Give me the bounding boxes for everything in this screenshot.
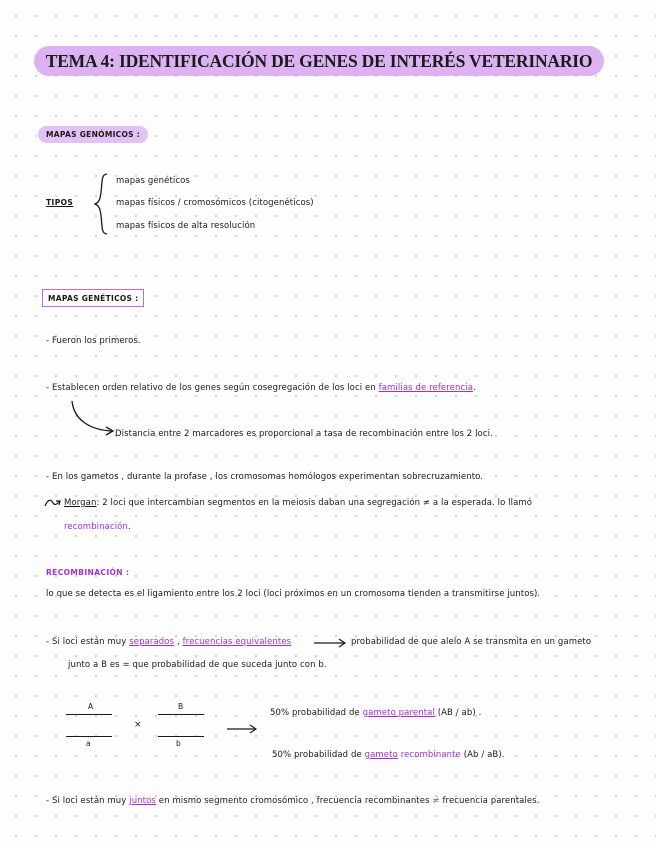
comma: , bbox=[176, 637, 180, 647]
highlight-separados: separados bbox=[129, 637, 175, 647]
allele-a: a bbox=[86, 739, 91, 748]
morgan-end: . bbox=[127, 522, 131, 532]
recombinacion-definition: lo que se detecta es el ligamiento entre los 2 loci (loci próximos en un cromosoma tienden a transmitirse juntos). bbox=[46, 589, 541, 599]
highlight-recombinante: recombinante bbox=[400, 750, 461, 760]
curly-brace-icon bbox=[94, 172, 110, 236]
arrow-icon bbox=[44, 497, 62, 509]
not-equal-symbol: ≠ bbox=[432, 796, 440, 806]
section-heading-mapas-geneticos: MAPAS GENÉTICOS : bbox=[42, 289, 144, 307]
bullet-gametos: - En los gametos , durante la profase , los cromosomas homólogos experimentan sobrecruzamiento. bbox=[46, 472, 484, 482]
bullet-separados bbox=[46, 637, 291, 647]
section-heading-recombinacion: RECOMBINACIÓN : bbox=[46, 568, 130, 577]
section-heading-mapas-genomicos: MAPAS GENÓMICOS : bbox=[38, 126, 148, 143]
page-title: TEMA 4: IDENTIFICACIÓN DE GENES DE INTERÉS VETERINARIO bbox=[34, 46, 604, 76]
highlight-recombinacion: recombinación bbox=[64, 522, 128, 532]
result-parental bbox=[270, 708, 481, 718]
bullet-morgan bbox=[64, 498, 532, 508]
chromosome-line bbox=[158, 714, 204, 715]
chromosome-line bbox=[158, 736, 204, 737]
bullet-end: . bbox=[473, 383, 476, 393]
allele-B: B bbox=[178, 702, 184, 711]
cross-symbol: × bbox=[134, 720, 142, 730]
result-text: 50% probabilidad de bbox=[270, 708, 360, 718]
tipo-item-3: mapas físicos de alta resolución bbox=[116, 221, 256, 231]
tipos-label: TIPOS bbox=[46, 198, 74, 207]
tipo-item-2: mapas físicos / cromosómicos (citogenéticos) bbox=[116, 198, 314, 208]
probabilidad-text: probabilidad de que alelo A se transmita en un gameto bbox=[351, 637, 592, 647]
result-genotypes: (AB / ab) . bbox=[437, 708, 482, 718]
morgan-continuation bbox=[64, 522, 131, 532]
highlight-familias-referencia: familias de referencia bbox=[378, 383, 474, 393]
bullet-text: - Establecen orden relativo de los genes según cosegregación de los loci en bbox=[46, 383, 376, 393]
highlight-frecuencias-equivalentes: frecuencias equivalentes bbox=[182, 637, 292, 647]
right-arrow-icon bbox=[226, 724, 258, 734]
bullet-text: - Si loci están muy bbox=[46, 637, 127, 647]
bullet-establecen-orden bbox=[46, 383, 476, 393]
allele-A: A bbox=[88, 702, 94, 711]
right-arrow-icon bbox=[313, 638, 347, 648]
highlight-gameto: gameto bbox=[364, 750, 398, 760]
morgan-name: Morgan bbox=[64, 498, 97, 508]
result-genotypes: (Ab / aB). bbox=[463, 750, 505, 760]
result-text: 50% probabilidad de bbox=[272, 750, 362, 760]
bullet-end: frecuencia parentales. bbox=[442, 796, 540, 806]
chromosome-line bbox=[66, 714, 112, 715]
distancia-note: Distancia entre 2 marcadores es proporcional a tasa de recombinación entre los 2 loci. bbox=[115, 429, 493, 439]
result-recombinante bbox=[272, 750, 505, 760]
highlight-juntos: juntos bbox=[129, 796, 156, 806]
bullet-text-2: en mismo segmento cromosómico , frecuencia recombinantes bbox=[158, 796, 430, 806]
curved-arrow-icon bbox=[68, 398, 118, 438]
probabilidad-continuation: junto a B es = que probabilidad de que suceda junto con b. bbox=[68, 660, 327, 670]
morgan-text: : 2 loci que intercambian segmentos en la meiosis daban una segregación ≠ a la esperada. lo llamó bbox=[96, 498, 533, 508]
allele-b: b bbox=[176, 739, 181, 748]
highlight-gameto-parental: gameto parental bbox=[362, 708, 435, 718]
tipo-item-1: mapas genéticos bbox=[116, 176, 190, 186]
bullet-fueron-primeros: - Fueron los primeros. bbox=[46, 336, 141, 346]
chromosome-line bbox=[66, 736, 112, 737]
bullet-text: - Si loci están muy bbox=[46, 796, 127, 806]
bullet-juntos bbox=[46, 796, 540, 806]
